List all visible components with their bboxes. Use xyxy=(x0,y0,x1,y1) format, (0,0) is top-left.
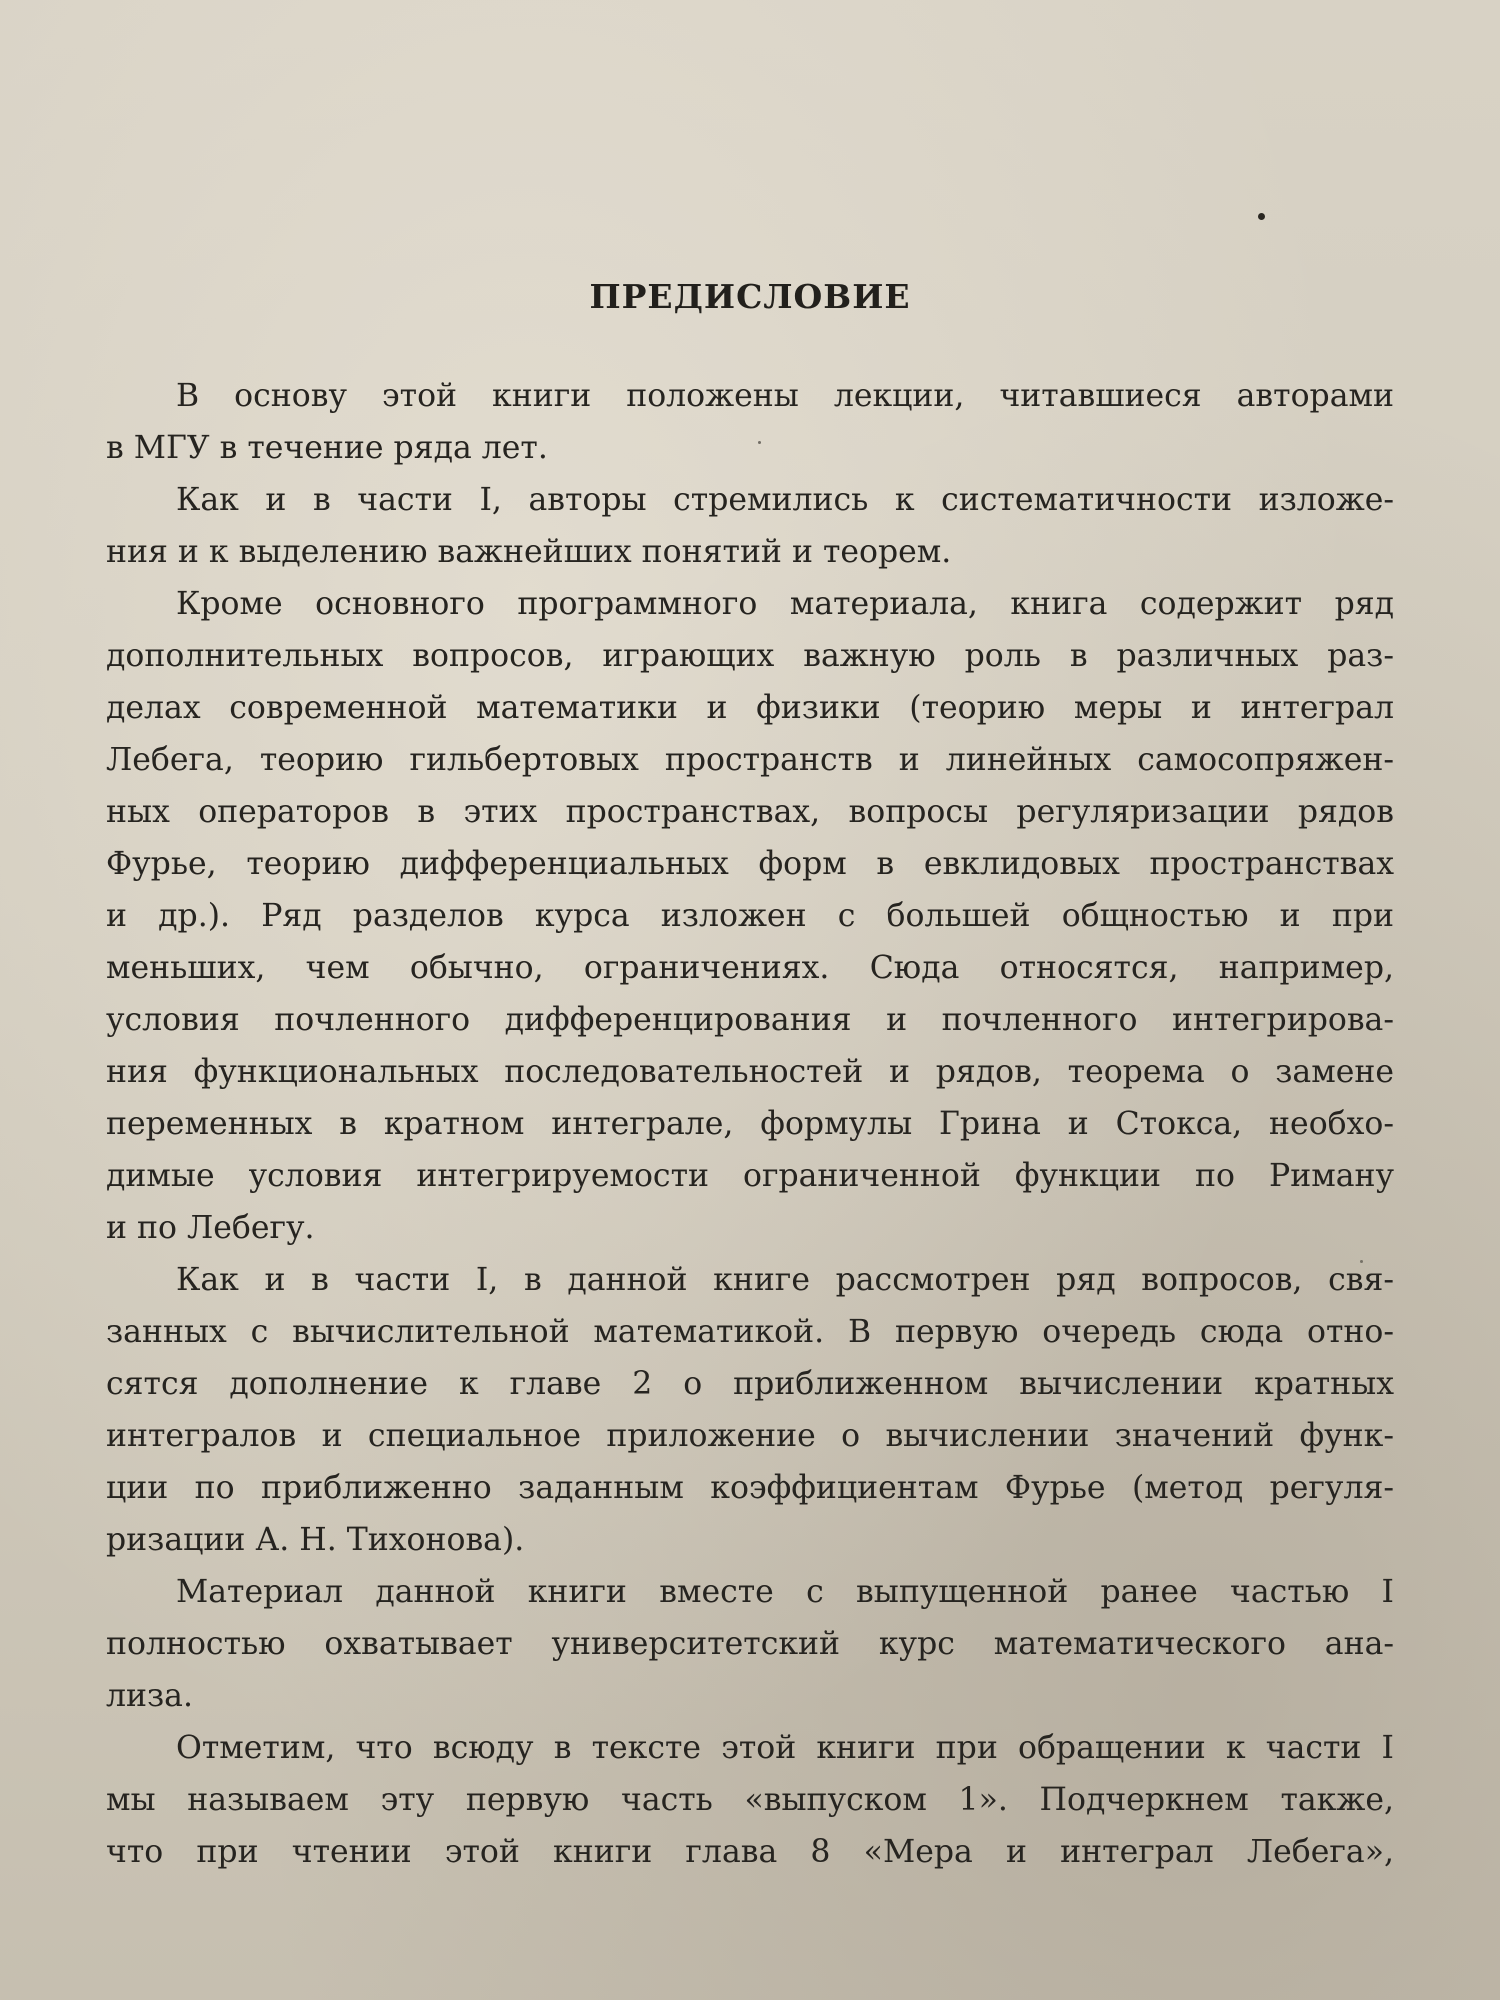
paragraph xyxy=(106,1566,1394,1722)
text-line: переменных в кратном интеграле, формулы Грина и Стокса, необхо- xyxy=(106,1106,1394,1142)
text-line: ния функциональных последовательностей и рядов, теорема о замене xyxy=(106,1054,1394,1090)
text-line: В основу этой книги положены лекции, читавшиеся авторами xyxy=(176,378,1394,414)
text-line: Как и в части I, в данной книге рассмотрен ряд вопросов, свя- xyxy=(176,1262,1394,1298)
text-line: ции по приближенно заданным коэффициентам Фурье (метод регуля- xyxy=(106,1470,1394,1506)
paragraph xyxy=(106,1722,1394,1878)
page-title: ПРЕДИСЛОВИЕ xyxy=(589,277,911,316)
text-line: условия почленного дифференцирования и почленного интегрирова- xyxy=(106,1002,1394,1038)
paragraph xyxy=(106,370,1394,474)
body-text xyxy=(106,370,1394,1878)
text-line: полностью охватывает университетский курс математического ана- xyxy=(106,1626,1394,1662)
text-line: Фурье, теорию дифференциальных форм в евклидовых пространствах xyxy=(106,846,1394,882)
paragraph xyxy=(106,474,1394,578)
text-line: димые условия интегрируемости ограниченной функции по Риману xyxy=(106,1158,1394,1194)
text-line: делах современной математики и физики (теорию меры и интеграл xyxy=(106,690,1394,726)
text-line: Материал данной книги вместе с выпущенной ранее частью I xyxy=(176,1574,1394,1610)
text-line: ных операторов в этих пространствах, вопросы регуляризации рядов xyxy=(106,794,1394,830)
paragraph xyxy=(106,578,1394,1254)
text-line: мы называем эту первую часть «выпуском 1». Подчеркнем также, xyxy=(106,1782,1394,1818)
text-line: занных с вычислительной математикой. В первую очередь сюда отно- xyxy=(106,1314,1394,1350)
text-line: интегралов и специальное приложение о вычислении значений функ- xyxy=(106,1418,1394,1454)
text-line: в МГУ в течение ряда лет. xyxy=(106,430,548,466)
text-line: дополнительных вопросов, играющих важную роль в различных раз- xyxy=(106,638,1394,674)
text-line: Отметим, что всюду в тексте этой книги при обращении к части I xyxy=(176,1730,1394,1766)
text-line: меньших, чем обычно, ограничениях. Сюда относятся, например, xyxy=(106,950,1394,986)
text-line: и по Лебегу. xyxy=(106,1210,315,1246)
text-line: Лебега, теорию гильбертовых пространств и линейных самосопряжен- xyxy=(106,742,1394,778)
text-line: ния и к выделению важнейших понятий и теорем. xyxy=(106,534,952,570)
text-line: и др.). Ряд разделов курса изложен с большей общностью и при xyxy=(106,898,1394,934)
text-line: ризации А. Н. Тихонова). xyxy=(106,1522,525,1558)
text-line: Кроме основного программного материала, книга содержит ряд xyxy=(176,586,1394,622)
text-line: лиза. xyxy=(106,1678,193,1714)
text-line: Как и в части I, авторы стремились к систематичности изложе- xyxy=(176,482,1394,518)
text-line: сятся дополнение к главе 2 о приближенном вычислении кратных xyxy=(106,1366,1394,1402)
ink-speck xyxy=(1258,213,1265,220)
text-line: что при чтении этой книги глава 8 «Мера и интеграл Лебега», xyxy=(106,1834,1394,1870)
paragraph xyxy=(106,1254,1394,1566)
